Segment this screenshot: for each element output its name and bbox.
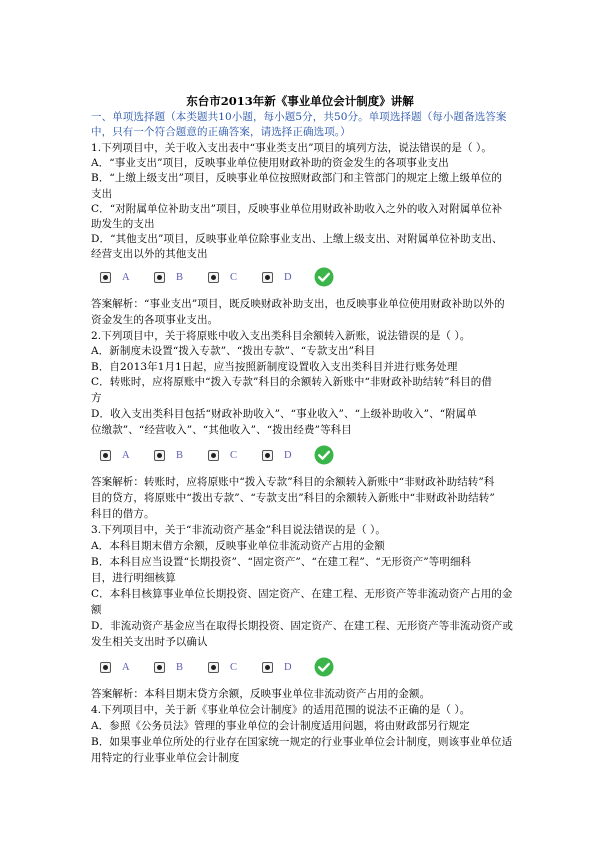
radio-dot-icon[interactable]	[208, 272, 219, 283]
q1-analysis-line-2: 资金发生的各项事业支出。	[91, 314, 219, 326]
q2-analysis-line-3: 科目的借方。	[91, 508, 155, 520]
choice-label: C	[230, 662, 238, 673]
choice-label: B	[176, 450, 184, 461]
q2-stem: 2.下列项目中，关于将原账中收入支出类科目余额转入新账，说法错误的是（ ）。	[91, 330, 471, 342]
q1-option-b: B．“上缴上级支出”项目，反映事业单位按照财政部门和主管部门的规定上缴上级单位的	[91, 172, 502, 184]
q2-option-c: C．转账时，应将原账中“拨入专款”科目的余额转入新账中“非财政补助结转”科目的借	[91, 376, 493, 388]
q3-analysis-line-1: 答案解析：本科目期末贷方余额，反映事业单位非流动资产占用的金额。	[91, 688, 431, 700]
q4-stem: 4.下列项目中，关于新《事业单位会计制度》的适用范围的说法不正确的是（ ）。	[91, 704, 471, 716]
choice-label: B	[176, 662, 184, 673]
green-check-icon	[314, 267, 334, 287]
q1-option-c: C．“对附属单位补助支出”项目，反映事业单位用财政补助收入之外的收入对附属单位补	[91, 203, 503, 215]
choice-label: A	[122, 450, 130, 461]
radio-dot-icon[interactable]	[208, 450, 219, 461]
q1-option-a: A．“事业支出”项目，反映事业单位使用财政补助的资金发生的各项事业支出	[91, 157, 449, 169]
radio-dot-icon[interactable]	[154, 450, 165, 461]
q3-option-b-cont: 目，进行明细核算	[91, 572, 176, 584]
section-heading-line-1: 一、单项选择题（本类题共10小题，每小题5分，共50分。单项选择题（每小题备选答案	[91, 111, 507, 123]
radio-dot-icon[interactable]	[100, 450, 111, 461]
q4-option-b: B．如果事业单位所处的行业存在国家统一规定的行业事业单位会计制度，则该事业单位适	[91, 736, 513, 748]
q2-analysis-line-1: 答案解析：转账时，应将原账中“拨入专款”科目的余额转入新账中“非财政补助结转”科	[91, 476, 495, 488]
radio-dot-icon[interactable]	[262, 272, 273, 283]
q1-option-c-cont: 助发生的支出	[91, 218, 155, 230]
q1-option-b-cont: 支出	[91, 188, 113, 200]
q1-stem: 1.下列项目中，关于收入支出表中“事业类支出”项目的填列方法，说法错误的是（ ）。	[91, 142, 492, 154]
q2-option-a: A．新制度未设置“拨入专款”、“拨出专款”、“专款支出”科目	[91, 345, 376, 357]
q3-option-b: B．本科目应当设置“长期投资”、“固定资产”、“在建工程”、“无形资产”等明细科	[91, 556, 472, 568]
radio-dot-icon[interactable]	[100, 662, 111, 673]
q2-option-b: B．自2013年1月1日起，应当按照新制度设置收入支出类科目并进行账务处理	[91, 361, 458, 373]
choice-label: B	[176, 272, 184, 283]
q3-stem: 3.下列项目中，关于“非流动资产基金”科目说法错误的是（ ）。	[91, 524, 386, 536]
choice-label: D	[284, 450, 292, 461]
radio-dot-icon[interactable]	[100, 272, 111, 283]
radio-dot-icon[interactable]	[262, 450, 273, 461]
green-check-icon	[314, 445, 334, 465]
choice-label: A	[122, 662, 130, 673]
q3-option-d-cont: 发生相关支出时予以确认	[91, 636, 208, 648]
q1-option-d: D．“其他支出”项目，反映事业单位除事业支出、上缴上级支出、对附属单位补助支出、	[91, 233, 503, 245]
q4-option-b-cont: 用特定的行业事业单位会计制度	[91, 752, 240, 764]
q2-option-d: D．收入支出类科目包括“财政补助收入”、“事业收入”、“上级补助收入”、“附属单	[91, 408, 477, 420]
choice-label: C	[230, 450, 238, 461]
q1-option-d-cont: 经营支出以外的其他支出	[91, 248, 208, 260]
q3-option-c-cont: 额	[91, 604, 102, 616]
section-heading-line-2: 中，只有一个符合题意的正确答案，请选择正确选项。）	[91, 126, 351, 138]
q3-option-d: D．非流动资产基金应当在取得长期投资、固定资产、在建工程、无形资产等非流动资产或	[91, 620, 513, 632]
q3-option-c: C．本科目核算事业单位长期投资、固定资产、在建工程、无形资产等非流动资产占用的金	[91, 588, 513, 600]
radio-dot-icon[interactable]	[208, 662, 219, 673]
green-check-icon	[314, 657, 334, 677]
doc-title: 东台市2013年新《事业单位会计制度》讲解	[186, 94, 414, 108]
q1-analysis-line-1: 答案解析：“事业支出”项目，既反映财政补助支出，也反映事业单位使用财政补助以外的	[91, 298, 505, 310]
q3-option-a: A．本科目期末借方余额，反映事业单位非流动资产占用的金额	[91, 540, 385, 552]
radio-dot-icon[interactable]	[262, 662, 273, 673]
choice-label: D	[284, 662, 292, 673]
q4-option-a: A．参照《公务员法》管理的事业单位的会计制度适用问题，将由财政部另行规定	[91, 720, 470, 732]
radio-dot-icon[interactable]	[154, 272, 165, 283]
choice-label: C	[230, 272, 238, 283]
radio-dot-icon[interactable]	[154, 662, 165, 673]
choice-label: D	[284, 272, 292, 283]
q2-analysis-line-2: 目的贷方，将原账中“拨出专款”、“专款支出”科目的余额转入新账中“非财政补助结转”	[91, 492, 495, 504]
q2-option-d-cont: 位缴款”、“经营收入”、“其他收入”、“拨出经费”等科目	[91, 424, 352, 436]
q2-option-c-cont: 方	[91, 392, 102, 404]
choice-label: A	[122, 272, 130, 283]
